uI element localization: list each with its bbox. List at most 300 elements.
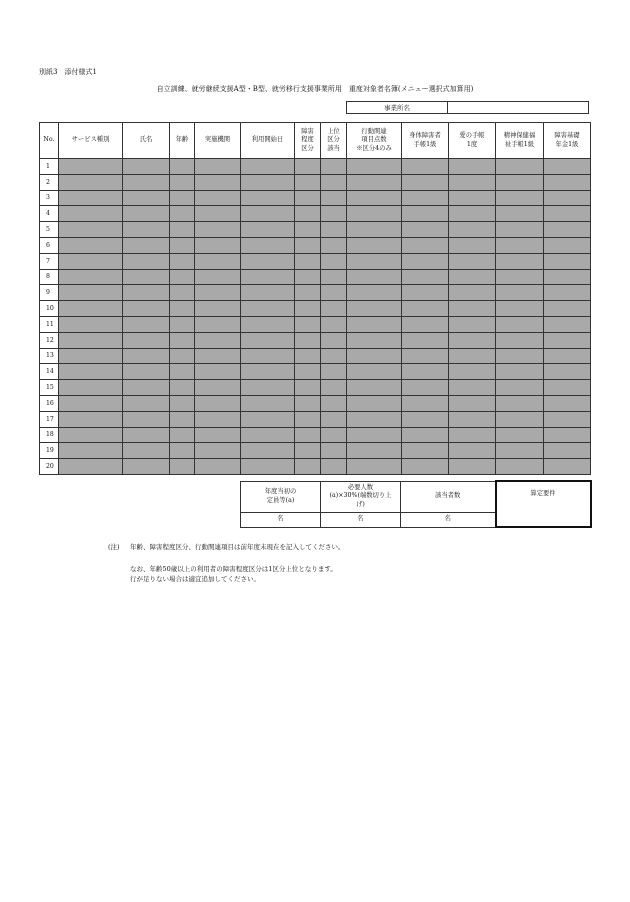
- row-number: 1: [40, 159, 59, 175]
- entry-cell[interactable]: [59, 348, 123, 364]
- entry-cell[interactable]: [295, 190, 321, 206]
- entry-cell[interactable]: [321, 316, 347, 332]
- entry-cell[interactable]: [496, 332, 544, 348]
- column-header-line: No.: [43, 136, 55, 144]
- roster-table: [39, 122, 591, 475]
- entry-cell[interactable]: [59, 237, 123, 253]
- table-row: [40, 206, 591, 222]
- entry-cell[interactable]: [321, 285, 347, 301]
- row-number: 5: [40, 222, 59, 238]
- entry-cell[interactable]: [170, 190, 195, 206]
- column-header-line: 氏名: [139, 136, 153, 144]
- entry-cell[interactable]: [347, 316, 402, 332]
- entry-cell[interactable]: [59, 285, 123, 301]
- entry-cell[interactable]: [241, 222, 295, 238]
- entry-cell[interactable]: [449, 348, 496, 364]
- column-header: [170, 123, 195, 159]
- column-header: [402, 123, 449, 159]
- entry-cell[interactable]: [402, 174, 449, 190]
- entry-cell[interactable]: [195, 395, 241, 411]
- summary-table: [240, 480, 592, 528]
- entry-cell[interactable]: [544, 443, 591, 459]
- entry-cell[interactable]: [241, 253, 295, 269]
- entry-cell[interactable]: [59, 316, 123, 332]
- office-name-box: [346, 101, 589, 114]
- entry-cell[interactable]: [170, 301, 195, 317]
- table-row: [40, 237, 591, 253]
- entry-cell[interactable]: [544, 427, 591, 443]
- entry-cell[interactable]: [195, 316, 241, 332]
- entry-cell[interactable]: [123, 269, 170, 285]
- entry-cell[interactable]: [59, 443, 123, 459]
- entry-cell[interactable]: [496, 411, 544, 427]
- entry-cell[interactable]: [123, 237, 170, 253]
- entry-cell[interactable]: [295, 411, 321, 427]
- entry-cell[interactable]: [449, 253, 496, 269]
- entry-cell[interactable]: [170, 316, 195, 332]
- entry-cell[interactable]: [544, 253, 591, 269]
- entry-cell[interactable]: [59, 411, 123, 427]
- capacity-header: [241, 481, 321, 512]
- entry-cell[interactable]: [347, 395, 402, 411]
- entry-cell[interactable]: [295, 380, 321, 396]
- entry-cell[interactable]: [195, 159, 241, 175]
- entry-cell[interactable]: [170, 237, 195, 253]
- column-header-line: 愛の手帳: [459, 131, 485, 139]
- entry-cell[interactable]: [496, 159, 544, 175]
- entry-cell[interactable]: [402, 285, 449, 301]
- required-count-header-line: (a)×30%(端数切り上: [329, 492, 392, 500]
- entry-cell[interactable]: [449, 316, 496, 332]
- entry-cell[interactable]: [347, 348, 402, 364]
- entry-cell[interactable]: [123, 348, 170, 364]
- entry-cell[interactable]: [295, 348, 321, 364]
- capacity-header-line: 定員等(a): [266, 496, 295, 504]
- entry-cell[interactable]: [123, 316, 170, 332]
- entry-cell[interactable]: [123, 395, 170, 411]
- entry-cell[interactable]: [347, 253, 402, 269]
- entry-cell[interactable]: [241, 332, 295, 348]
- capacity-header-line: 年度当初の: [264, 487, 297, 495]
- entry-cell[interactable]: [123, 380, 170, 396]
- entry-cell[interactable]: [449, 159, 496, 175]
- entry-cell[interactable]: [402, 459, 449, 475]
- entry-cell[interactable]: [195, 411, 241, 427]
- column-header-line: 利用開始日: [251, 136, 284, 144]
- entry-cell[interactable]: [321, 443, 347, 459]
- entry-cell[interactable]: [59, 459, 123, 475]
- entry-cell[interactable]: [170, 269, 195, 285]
- entry-cell[interactable]: [195, 332, 241, 348]
- table-row: [40, 380, 591, 396]
- entry-cell[interactable]: [321, 380, 347, 396]
- entry-cell[interactable]: [402, 301, 449, 317]
- note-line: なお、年齢50歳以上の利用者の障害程度区分は1区分上位となります。: [130, 565, 337, 573]
- entry-cell[interactable]: [123, 174, 170, 190]
- entry-cell[interactable]: [402, 316, 449, 332]
- entry-cell[interactable]: [170, 348, 195, 364]
- entry-cell[interactable]: [295, 159, 321, 175]
- entry-cell[interactable]: [347, 237, 402, 253]
- entry-cell[interactable]: [321, 222, 347, 238]
- entry-cell[interactable]: [321, 253, 347, 269]
- entry-cell[interactable]: [321, 301, 347, 317]
- entry-cell[interactable]: [321, 237, 347, 253]
- entry-cell[interactable]: [496, 253, 544, 269]
- entry-cell[interactable]: [123, 190, 170, 206]
- entry-cell[interactable]: [544, 316, 591, 332]
- entry-cell[interactable]: [347, 380, 402, 396]
- entry-cell[interactable]: [170, 395, 195, 411]
- entry-cell[interactable]: [195, 427, 241, 443]
- entry-cell[interactable]: [496, 237, 544, 253]
- entry-cell[interactable]: [123, 159, 170, 175]
- entry-cell[interactable]: [195, 348, 241, 364]
- entry-cell[interactable]: [241, 206, 295, 222]
- column-header-line: 行動関連: [361, 127, 387, 135]
- entry-cell[interactable]: [241, 269, 295, 285]
- entry-cell[interactable]: [402, 206, 449, 222]
- entry-cell[interactable]: [449, 364, 496, 380]
- entry-cell[interactable]: [170, 443, 195, 459]
- entry-cell[interactable]: [195, 301, 241, 317]
- entry-cell[interactable]: [402, 348, 449, 364]
- note-line: 年齢、障害程度区分、行動関連項目は前年度末現在を記入してください。: [130, 543, 345, 551]
- entry-cell[interactable]: [449, 301, 496, 317]
- entry-cell[interactable]: [449, 411, 496, 427]
- entry-cell[interactable]: [195, 253, 241, 269]
- entry-cell[interactable]: [402, 253, 449, 269]
- entry-cell[interactable]: [544, 159, 591, 175]
- table-header-row: [40, 123, 591, 159]
- entry-cell[interactable]: [347, 459, 402, 475]
- entry-cell[interactable]: [123, 459, 170, 475]
- entry-cell[interactable]: [241, 443, 295, 459]
- entry-cell[interactable]: [544, 395, 591, 411]
- entry-cell[interactable]: [321, 364, 347, 380]
- table-row: [40, 159, 591, 175]
- entry-cell[interactable]: [544, 380, 591, 396]
- entry-cell[interactable]: [59, 380, 123, 396]
- column-header: [59, 123, 123, 159]
- row-number: 15: [40, 380, 59, 396]
- entry-cell[interactable]: [449, 285, 496, 301]
- entry-cell[interactable]: [241, 316, 295, 332]
- entry-cell[interactable]: [544, 237, 591, 253]
- entry-cell[interactable]: [241, 174, 295, 190]
- entry-cell[interactable]: [123, 411, 170, 427]
- column-header: [321, 123, 347, 159]
- document-label: 別紙3 添付様式1: [39, 68, 97, 76]
- entry-cell[interactable]: [241, 395, 295, 411]
- entry-cell[interactable]: [295, 237, 321, 253]
- row-number: 19: [40, 443, 59, 459]
- table-row: [40, 364, 591, 380]
- entry-cell[interactable]: [123, 364, 170, 380]
- entry-cell[interactable]: [496, 395, 544, 411]
- entry-cell[interactable]: [59, 190, 123, 206]
- entry-cell[interactable]: [170, 253, 195, 269]
- entry-cell[interactable]: [123, 253, 170, 269]
- entry-cell[interactable]: [347, 206, 402, 222]
- office-name-field[interactable]: [448, 102, 588, 113]
- entry-cell[interactable]: [449, 332, 496, 348]
- entry-cell[interactable]: [449, 190, 496, 206]
- entry-cell[interactable]: [496, 364, 544, 380]
- entry-cell[interactable]: [402, 443, 449, 459]
- entry-cell[interactable]: [241, 237, 295, 253]
- entry-cell[interactable]: [449, 443, 496, 459]
- calculation-requirement-cell[interactable]: [496, 481, 591, 527]
- entry-cell[interactable]: [170, 332, 195, 348]
- entry-cell[interactable]: [195, 285, 241, 301]
- entry-cell[interactable]: [544, 190, 591, 206]
- column-header: [544, 123, 591, 159]
- entry-cell[interactable]: [295, 459, 321, 475]
- entry-cell[interactable]: [321, 332, 347, 348]
- entry-cell[interactable]: [170, 380, 195, 396]
- entry-cell[interactable]: [496, 269, 544, 285]
- column-header: [195, 123, 241, 159]
- entry-cell[interactable]: [295, 253, 321, 269]
- entry-cell[interactable]: [241, 364, 295, 380]
- entry-cell[interactable]: [402, 332, 449, 348]
- entry-cell[interactable]: [496, 316, 544, 332]
- entry-cell[interactable]: [496, 380, 544, 396]
- entry-cell[interactable]: [195, 459, 241, 475]
- entry-cell[interactable]: [195, 269, 241, 285]
- entry-cell[interactable]: [544, 411, 591, 427]
- entry-cell[interactable]: [402, 427, 449, 443]
- entry-cell[interactable]: [59, 253, 123, 269]
- required-count-header-line: げ): [356, 500, 365, 508]
- entry-cell[interactable]: [402, 380, 449, 396]
- entry-cell[interactable]: [347, 427, 402, 443]
- entry-cell[interactable]: [170, 411, 195, 427]
- entry-cell[interactable]: [449, 174, 496, 190]
- eligible-count-value-cell[interactable]: 名: [401, 512, 496, 527]
- entry-cell[interactable]: [347, 332, 402, 348]
- column-header-line: サービス種別: [71, 136, 110, 144]
- entry-cell[interactable]: [123, 332, 170, 348]
- entry-cell[interactable]: [402, 159, 449, 175]
- column-header: [241, 123, 295, 159]
- entry-cell[interactable]: [295, 427, 321, 443]
- entry-cell[interactable]: [295, 316, 321, 332]
- entry-cell[interactable]: [241, 190, 295, 206]
- entry-cell[interactable]: [59, 174, 123, 190]
- table-row: [40, 427, 591, 443]
- entry-cell[interactable]: [59, 222, 123, 238]
- entry-cell[interactable]: [170, 206, 195, 222]
- entry-cell[interactable]: [59, 206, 123, 222]
- entry-cell[interactable]: [449, 206, 496, 222]
- entry-cell[interactable]: [59, 395, 123, 411]
- table-row: [40, 222, 591, 238]
- entry-cell[interactable]: [496, 206, 544, 222]
- entry-cell[interactable]: [449, 427, 496, 443]
- entry-cell[interactable]: [544, 222, 591, 238]
- entry-cell[interactable]: [402, 237, 449, 253]
- entry-cell[interactable]: [321, 206, 347, 222]
- entry-cell[interactable]: [496, 222, 544, 238]
- entry-cell[interactable]: [544, 348, 591, 364]
- entry-cell[interactable]: [241, 411, 295, 427]
- entry-cell[interactable]: [402, 222, 449, 238]
- entry-cell[interactable]: [195, 380, 241, 396]
- column-header-line: ※区分4のみ: [356, 144, 392, 152]
- entry-cell[interactable]: [449, 380, 496, 396]
- entry-cell[interactable]: [496, 174, 544, 190]
- entry-cell[interactable]: [347, 190, 402, 206]
- entry-cell[interactable]: [295, 332, 321, 348]
- entry-cell[interactable]: [170, 174, 195, 190]
- entry-cell[interactable]: [123, 443, 170, 459]
- entry-cell[interactable]: [195, 206, 241, 222]
- entry-cell[interactable]: [59, 159, 123, 175]
- entry-cell[interactable]: [321, 411, 347, 427]
- entry-cell[interactable]: [544, 459, 591, 475]
- entry-cell[interactable]: [241, 301, 295, 317]
- entry-cell[interactable]: [59, 364, 123, 380]
- column-header-line: 手帳1級: [413, 140, 437, 148]
- entry-cell[interactable]: [241, 348, 295, 364]
- entry-cell[interactable]: [170, 427, 195, 443]
- entry-cell[interactable]: [170, 222, 195, 238]
- entry-cell[interactable]: [321, 348, 347, 364]
- entry-cell[interactable]: [241, 285, 295, 301]
- entry-cell[interactable]: [496, 443, 544, 459]
- entry-cell[interactable]: [402, 395, 449, 411]
- entry-cell[interactable]: [402, 364, 449, 380]
- column-header: [347, 123, 402, 159]
- entry-cell[interactable]: [347, 364, 402, 380]
- entry-cell[interactable]: [123, 427, 170, 443]
- row-number: 2: [40, 174, 59, 190]
- entry-cell[interactable]: [347, 159, 402, 175]
- entry-cell[interactable]: [402, 269, 449, 285]
- table-row: [40, 316, 591, 332]
- entry-cell[interactable]: [544, 332, 591, 348]
- entry-cell[interactable]: [195, 237, 241, 253]
- entry-cell[interactable]: [544, 364, 591, 380]
- entry-cell[interactable]: [402, 411, 449, 427]
- column-header-line: 実施機関: [204, 136, 231, 144]
- capacity-value-cell[interactable]: 名: [241, 512, 321, 527]
- entry-cell[interactable]: [170, 364, 195, 380]
- entry-cell[interactable]: [59, 427, 123, 443]
- entry-cell[interactable]: [321, 159, 347, 175]
- entry-cell[interactable]: [449, 237, 496, 253]
- entry-cell[interactable]: [347, 443, 402, 459]
- entry-cell[interactable]: [544, 206, 591, 222]
- entry-cell[interactable]: [195, 222, 241, 238]
- entry-cell[interactable]: [449, 269, 496, 285]
- entry-cell[interactable]: [295, 364, 321, 380]
- entry-cell[interactable]: [123, 206, 170, 222]
- entry-cell[interactable]: [295, 206, 321, 222]
- entry-cell[interactable]: [295, 285, 321, 301]
- row-number: 10: [40, 301, 59, 317]
- column-header-line: 障害基礎: [554, 131, 580, 139]
- entry-cell[interactable]: [544, 301, 591, 317]
- entry-cell[interactable]: [241, 427, 295, 443]
- entry-cell[interactable]: [321, 459, 347, 475]
- entry-cell[interactable]: [496, 459, 544, 475]
- row-number: 8: [40, 269, 59, 285]
- entry-cell[interactable]: [170, 159, 195, 175]
- entry-cell[interactable]: [449, 222, 496, 238]
- entry-cell[interactable]: [295, 269, 321, 285]
- entry-cell[interactable]: [295, 174, 321, 190]
- entry-cell[interactable]: [59, 301, 123, 317]
- entry-cell[interactable]: [347, 174, 402, 190]
- entry-cell[interactable]: [195, 190, 241, 206]
- entry-cell[interactable]: [295, 443, 321, 459]
- column-header-line: 項目点数: [361, 136, 387, 144]
- column-header-line: 年齢: [175, 136, 189, 144]
- entry-cell[interactable]: [295, 301, 321, 317]
- entry-cell[interactable]: [544, 285, 591, 301]
- entry-cell[interactable]: [321, 395, 347, 411]
- entry-cell[interactable]: [402, 190, 449, 206]
- column-header: [295, 123, 321, 159]
- entry-cell[interactable]: [241, 380, 295, 396]
- entry-cell[interactable]: [295, 222, 321, 238]
- required-count-value-cell[interactable]: 名: [321, 512, 401, 527]
- entry-cell[interactable]: [347, 269, 402, 285]
- entry-cell[interactable]: [123, 301, 170, 317]
- table-row: [40, 411, 591, 427]
- entry-cell[interactable]: [170, 459, 195, 475]
- entry-cell[interactable]: [295, 395, 321, 411]
- required-count-header-line: 必要人数: [347, 483, 374, 491]
- entry-cell[interactable]: [544, 174, 591, 190]
- column-header-line: 年金1級: [555, 140, 579, 148]
- entry-cell[interactable]: [496, 301, 544, 317]
- entry-cell[interactable]: [241, 459, 295, 475]
- entry-cell[interactable]: [449, 459, 496, 475]
- entry-cell[interactable]: [496, 190, 544, 206]
- table-row: [40, 190, 591, 206]
- column-header-line: 1度: [466, 140, 478, 148]
- entry-cell[interactable]: [321, 269, 347, 285]
- entry-cell[interactable]: [544, 269, 591, 285]
- entry-cell[interactable]: [347, 301, 402, 317]
- entry-cell[interactable]: [59, 332, 123, 348]
- entry-cell[interactable]: [123, 222, 170, 238]
- entry-cell[interactable]: [496, 285, 544, 301]
- column-header-line: 区分: [327, 136, 340, 144]
- entry-cell[interactable]: [347, 411, 402, 427]
- entry-cell[interactable]: [496, 427, 544, 443]
- entry-cell[interactable]: [321, 427, 347, 443]
- entry-cell[interactable]: [449, 395, 496, 411]
- entry-cell[interactable]: [170, 285, 195, 301]
- entry-cell[interactable]: [347, 222, 402, 238]
- entry-cell[interactable]: [347, 285, 402, 301]
- entry-cell[interactable]: [195, 443, 241, 459]
- entry-cell[interactable]: [496, 348, 544, 364]
- entry-cell[interactable]: [195, 174, 241, 190]
- entry-cell[interactable]: [321, 174, 347, 190]
- entry-cell[interactable]: [59, 269, 123, 285]
- entry-cell[interactable]: [241, 159, 295, 175]
- column-header-line: 障害: [301, 127, 314, 135]
- entry-cell[interactable]: [321, 190, 347, 206]
- entry-cell[interactable]: [123, 285, 170, 301]
- entry-cell[interactable]: [195, 364, 241, 380]
